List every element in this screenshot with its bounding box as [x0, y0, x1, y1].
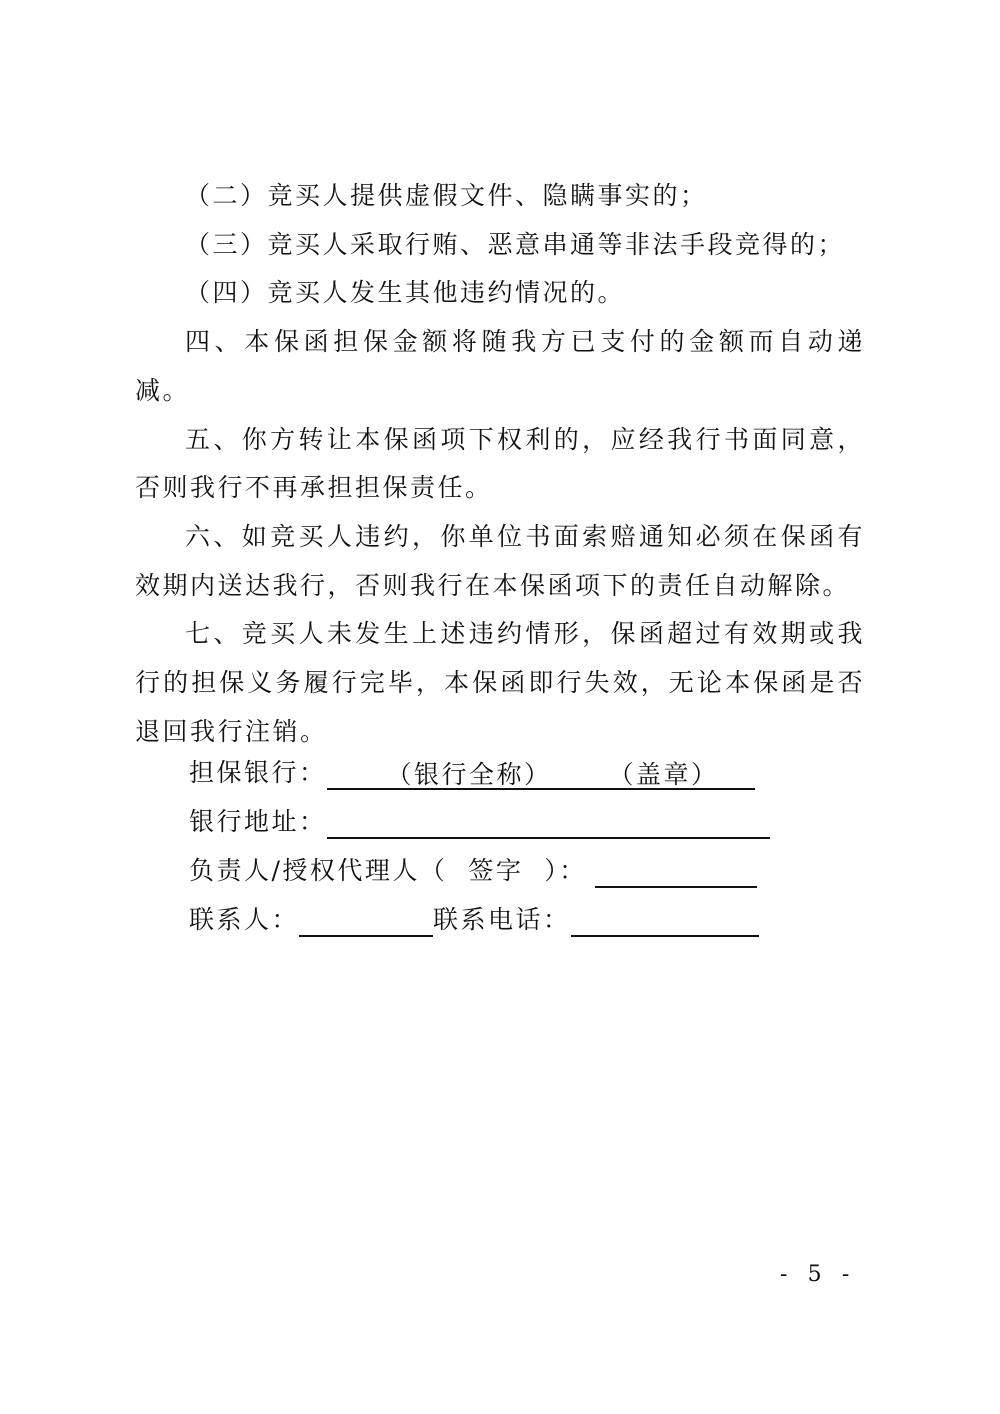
section-7: 七、竞买人未发生上述违约情形，保函超过有效期或我行的担保义务履行完毕，本保函即行失效，无论本保函是否退回我行注销。: [135, 619, 865, 746]
bank-name-hint: （银行全称）: [386, 760, 552, 789]
bank-label: 担保银行：: [189, 758, 327, 787]
address-label: 银行地址：: [189, 807, 327, 836]
phone-field[interactable]: [571, 907, 759, 937]
contact-line: [189, 903, 759, 937]
responsible-signature-field[interactable]: [595, 858, 757, 888]
bank-line: [189, 756, 755, 790]
address-line: [189, 805, 770, 839]
phone-label: 联系电话：: [433, 905, 571, 934]
page-number: - 5 -: [780, 1262, 856, 1287]
section-4: 四、本保函担保金额将随我方已支付的金额而自动递减。: [135, 327, 865, 405]
clause-4: （四）竞买人发生其他违约情况的。: [185, 278, 626, 308]
address-field[interactable]: [327, 809, 770, 839]
clause-3: （三）竞买人采取行贿、恶意串通等非法手段竞得的；: [185, 229, 846, 259]
bank-name-field[interactable]: [327, 760, 755, 790]
section-6: 六、如竞买人违约，你单位书面索赔通知必须在保函有效期内送达我行，否则我行在本保函项下的责任自动解除。: [135, 521, 865, 600]
clause-2: （二）竞买人提供虚假文件、隐瞒事实的；: [185, 181, 708, 210]
guarantee-body: [135, 172, 865, 756]
responsible-label: 负责人/授权代理人（ 签字 ）：: [189, 856, 587, 885]
contact-field[interactable]: [299, 907, 433, 937]
section-5: 五、你方转让本保函项下权利的，应经我行书面同意，否则我行不再承担担保责任。: [135, 424, 865, 503]
seal-hint: （盖章）: [608, 760, 719, 789]
contact-label: 联系人：: [189, 905, 300, 934]
responsible-line: [189, 854, 757, 888]
